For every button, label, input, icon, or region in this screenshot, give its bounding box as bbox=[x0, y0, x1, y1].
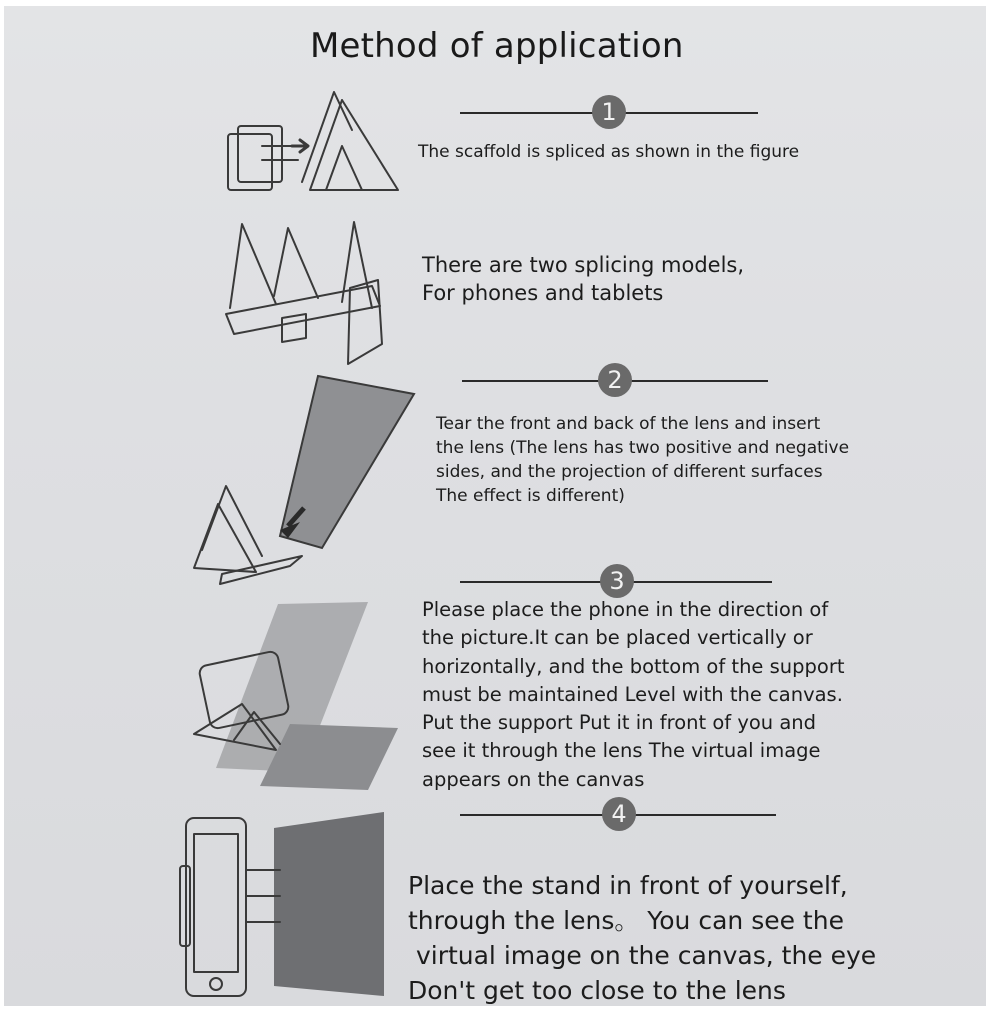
step-4-line: Don't get too close to the lens bbox=[408, 976, 786, 1005]
scaffold-assembly-illustration bbox=[222, 90, 402, 202]
step-3-line: the picture.It can be placed vertically or bbox=[422, 626, 813, 650]
step-2-text bbox=[436, 412, 849, 508]
step-4-badge: 4 bbox=[602, 797, 636, 831]
lens-insertion-illustration bbox=[192, 370, 418, 590]
step-3-line: appears on the canvas bbox=[422, 767, 645, 791]
step-1-badge: 1 bbox=[592, 95, 626, 129]
page-title: Method of application bbox=[310, 26, 684, 66]
step-2-badge: 2 bbox=[598, 363, 632, 397]
step-1-models-text bbox=[422, 251, 744, 307]
step-2-line: The effect is different) bbox=[436, 486, 625, 506]
step-3-line: see it through the lens The virtual image bbox=[422, 739, 821, 763]
step-3-text bbox=[422, 596, 845, 794]
step-1-models-line: For phones and tablets bbox=[422, 281, 664, 305]
splicing-models-illustration bbox=[222, 218, 388, 366]
step-3-line: Put the support Put it in front of you and bbox=[422, 711, 817, 735]
step-4-line: through the lens。 You can see the bbox=[408, 906, 844, 935]
phone-placement-illustration bbox=[190, 600, 402, 796]
step-3-badge: 3 bbox=[600, 564, 634, 598]
step-4-text bbox=[408, 868, 876, 1008]
step-3-line: Please place the phone in the direction of bbox=[422, 598, 829, 621]
step-4-line: virtual image on the canvas, the eye bbox=[408, 941, 877, 970]
instruction-sheet bbox=[4, 6, 986, 1006]
step-4-line: Place the stand in front of yourself, bbox=[408, 871, 848, 900]
step-2-line: Tear the front and back of the lens and insert bbox=[436, 414, 821, 434]
step-1-models-line: There are two splicing models, bbox=[422, 253, 745, 277]
phone-stand-view-illustration bbox=[178, 806, 390, 1002]
step-2-line: sides, and the projection of different surfaces bbox=[436, 462, 823, 482]
step-3-line: horizontally, and the bottom of the support bbox=[422, 654, 845, 678]
step-2-line: the lens (The lens has two positive and negative bbox=[436, 438, 850, 458]
step-3-line: must be maintained Level with the canvas. bbox=[422, 682, 843, 706]
step-1-text: The scaffold is spliced as shown in the figure bbox=[418, 142, 800, 162]
